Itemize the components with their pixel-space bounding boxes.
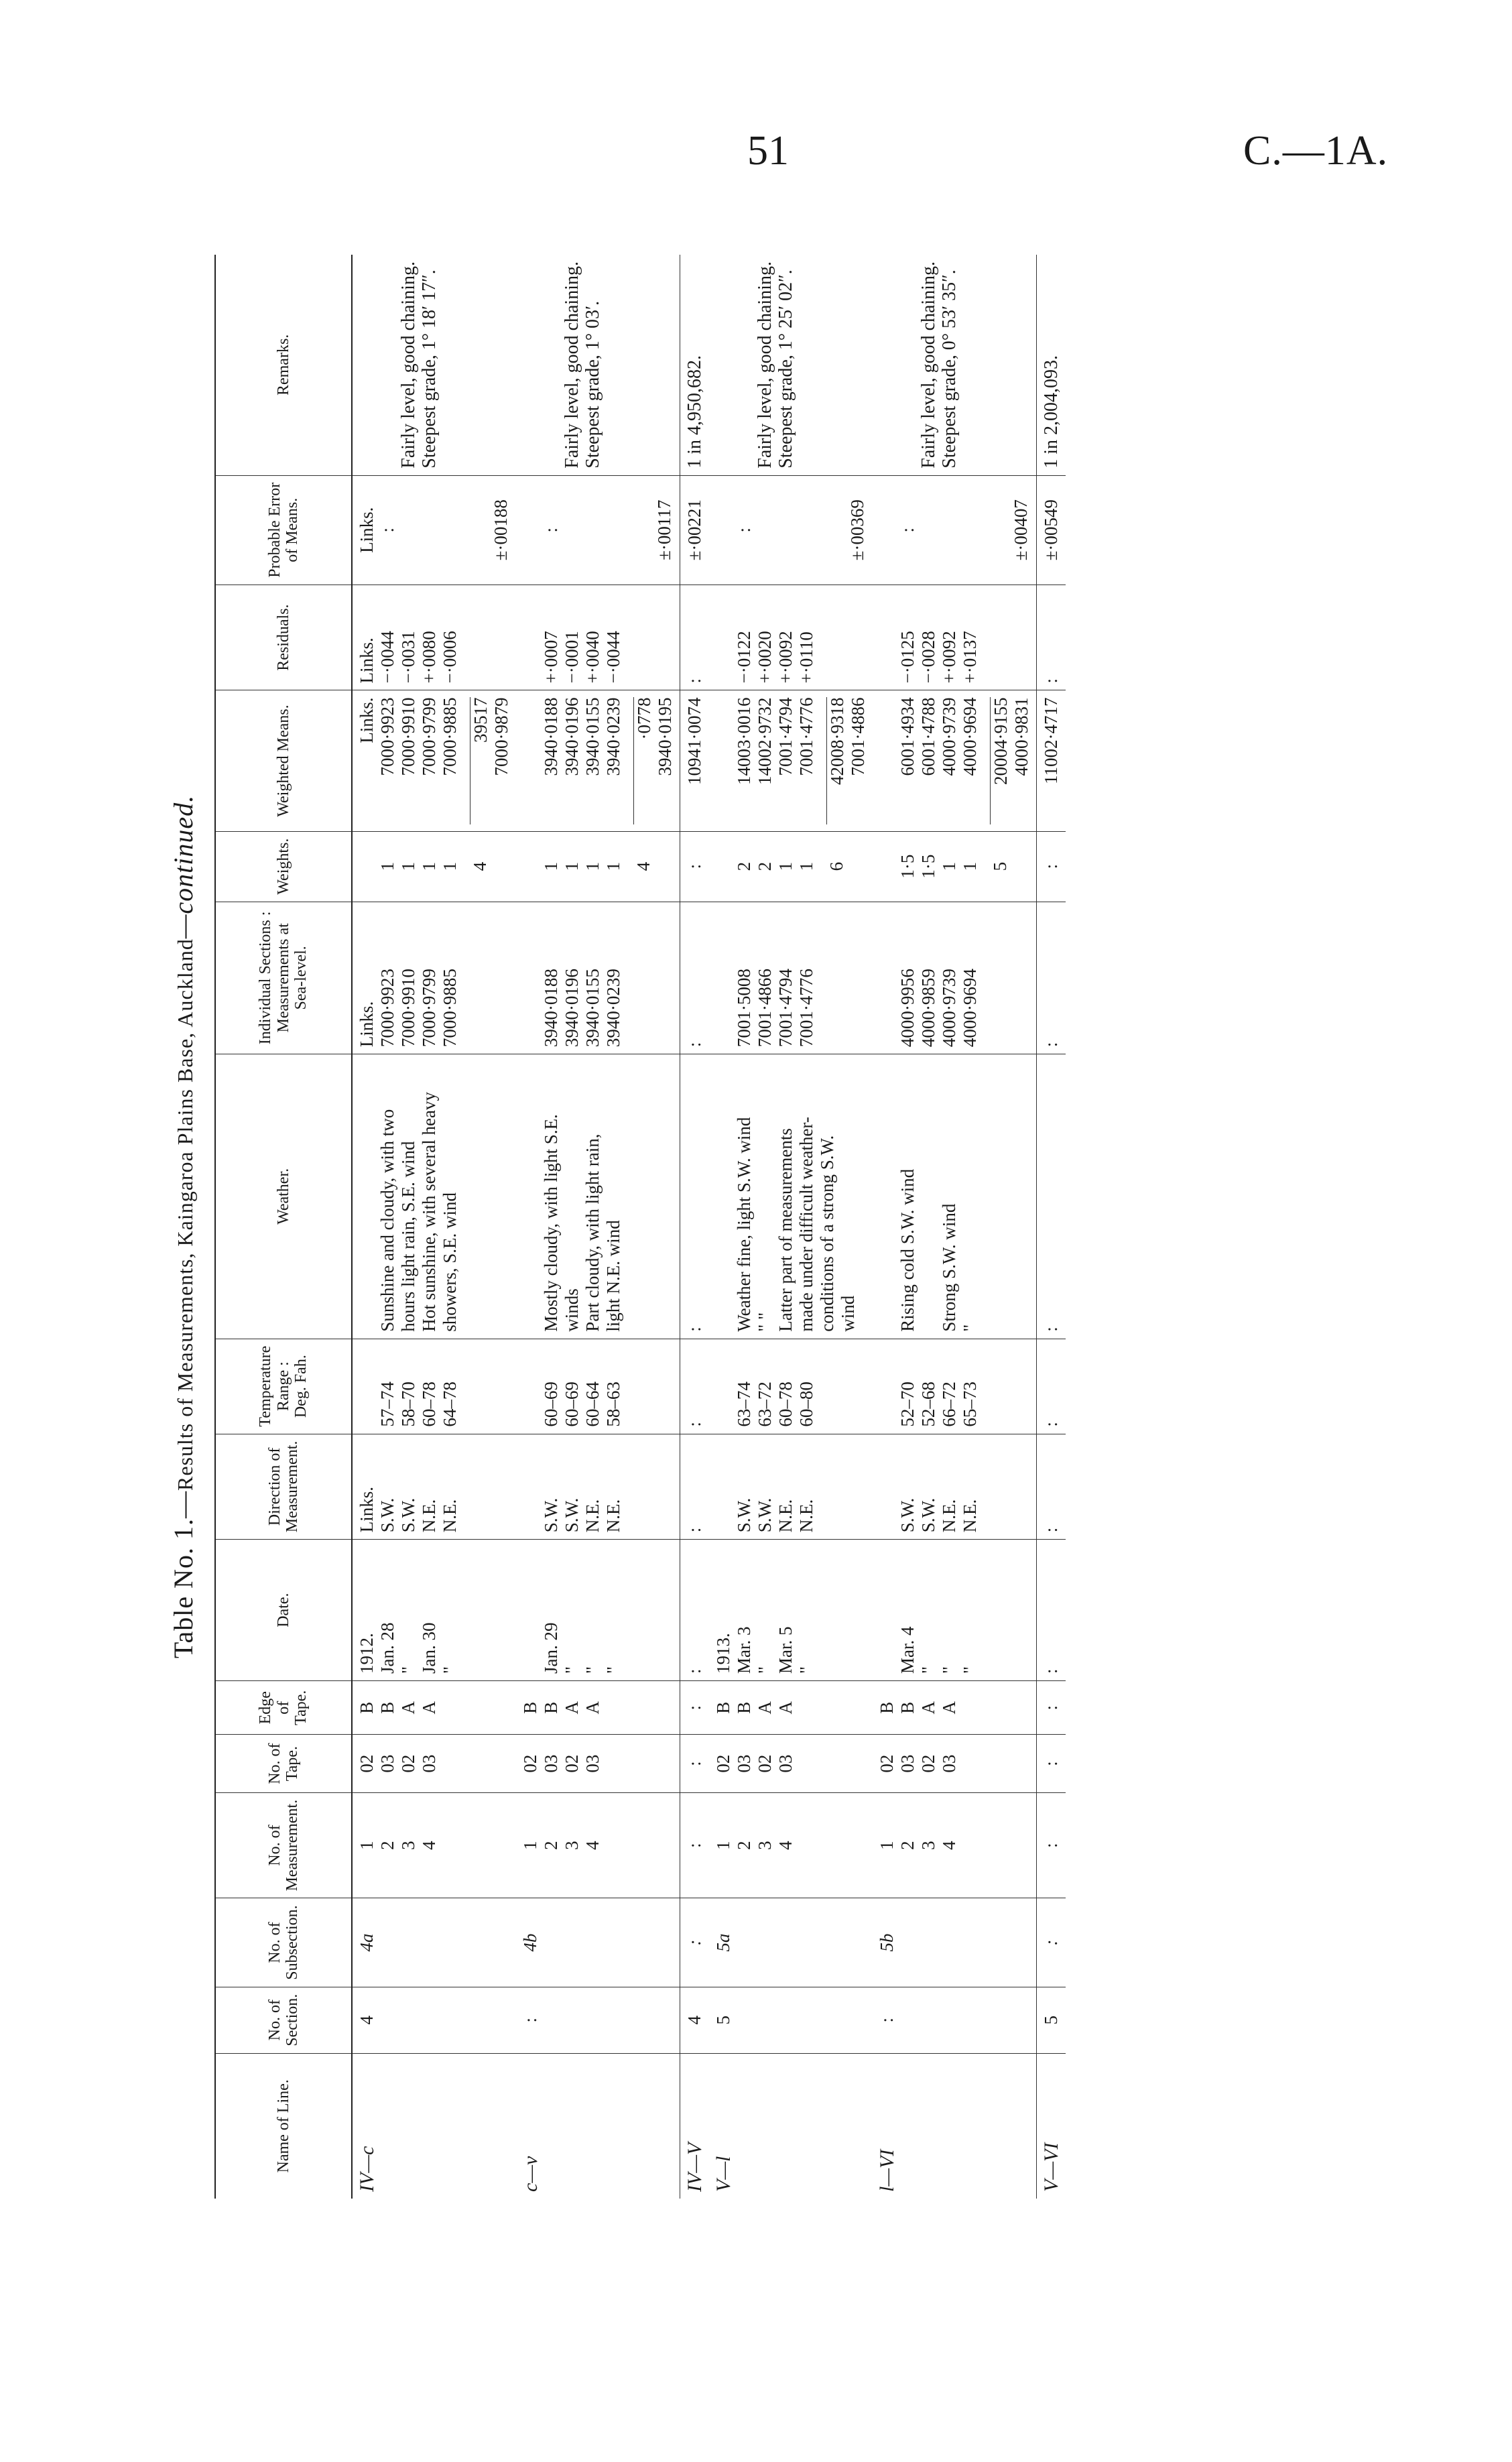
individual-measurement: 7001·4794 [775,969,796,1048]
units-label: Links. [357,1001,377,1048]
tape-edge: A [775,1701,796,1715]
weighted-value: 7000·9910 [398,697,418,776]
line-name: c—v [519,2156,542,2192]
total-row: V—VI 5 : : : : : : : : : : 11002·4717 : ±·00549 1 in 2,004,093. [1037,255,1066,2199]
direction: S.W. [541,1497,561,1533]
residual: +·0007 [541,631,561,684]
residual: +·0110 [796,631,816,684]
tape-number: 03 [734,1754,754,1773]
sum-weight: 4 [470,861,490,871]
table-row: V—l 5 5a 1 2 3 4 02 03 02 03 B B A A 1913. Mar. 3 " Mar. 5 " S.W. S.W. N.E. N.E. 63–74 63–72 60–78 60–80 Weather fine, light S.W. wind " " Latter part of measurements made under difficult weather- conditions of a strong S.W. wind 7001·5008 7001·4866 7001·4794 7001·4776 2 2 1 1 6 14003·0016 14002·9732 7001·4794 7001·4776 42008·9318 7001·4886 −·0122 +·0020 +·0092 +·0110 : ±·00369 Fairly level, good chaining. Steepest grade, 1° 25′ 02″. [709,255,873,2199]
weight: 1 [603,861,623,871]
tape-number: 03 [541,1754,561,1773]
individual-measurement: 7000·9910 [398,969,418,1048]
tape-edge: B [520,1701,540,1714]
units-label [520,483,541,578]
tape-number: 02 [562,1754,582,1773]
sum-weight: 6 [826,861,846,871]
weighted-value: 14003·0016 [734,697,754,785]
temperature: 60–64 [582,1381,603,1427]
total-weighted: 11002·4717 [1041,697,1061,784]
units-label [520,909,541,1047]
tape-number: 02 [357,1754,377,1773]
spacer: Links. [357,1486,377,1533]
temperature: 52–70 [897,1381,918,1427]
header-measurement: No. of Measurement. [215,1792,352,1898]
tape-number: 03 [419,1754,439,1773]
header-residuals: Residuals. [215,584,352,690]
weather-text: Part cloudy, with light rain, [582,1133,603,1332]
remark-line: Steepest grade, 1° 25′ 02″. [775,269,796,469]
weighted-value: 7001·4794 [775,697,796,776]
section-number: 5 [1041,2015,1061,2025]
weather-text: Rising cold S.W. wind [897,1168,918,1332]
weather-text: " [960,1324,980,1332]
date: " [755,1666,775,1674]
date: Jan. 28 [377,1622,397,1674]
tape-edge: B [357,1701,377,1714]
header-weights: Weights. [215,831,352,902]
section-number: : [877,2017,897,2023]
probable-error: ±·00117 [654,499,674,560]
measurement-number: 2 [377,1841,397,1850]
weight: 1 [775,861,796,871]
date: " [582,1666,603,1674]
weather-text: showers, S.E. wind [440,1192,460,1332]
weather-text: wind [838,1295,858,1332]
header-tape: No. of Tape. [215,1735,352,1792]
direction: N.E. [796,1499,816,1533]
tape-number: 02 [520,1754,540,1773]
date: " [960,1666,980,1674]
weighted-value: 3940·0188 [541,697,561,776]
individual-measurement: 4000·9739 [939,969,959,1048]
weather-text [918,1061,939,1332]
mean-weighted: 4000·9831 [1011,697,1031,776]
measurement-number: 1 [520,1841,540,1850]
date: Mar. 3 [734,1626,754,1674]
date: Jan. 29 [541,1622,561,1674]
sum-weighted: ·0778 [633,697,655,824]
tape-number: 03 [775,1754,796,1773]
direction: S.W. [897,1497,918,1533]
remark-line: Fairly level, good chaining. [398,261,419,469]
weighted-value: 7000·9799 [419,697,439,776]
spacer [877,1441,897,1533]
tape-edge: B [713,1701,733,1714]
measurement-number: 3 [755,1841,775,1850]
spacer [520,1441,541,1533]
probable-error: ±·00188 [491,499,511,561]
direction: N.E. [939,1499,959,1533]
units-label [877,909,897,1047]
table-row: c—v : 4b 1 2 3 4 02 03 02 03 B B A A Jan. 29 " " " S.W. S.W. N.E. N.E. 60–69 60–69 60–64 58–63 Mostly cloudy, with light S.E. winds Part cloudy, with light rain, light N.E. wind 3940·0188 3940·0196 3940·0155 3940·0239 1 1 1 1 4 3940·0188 3940·0196 3940·0155 3940·0239 ·0778 3940·0195 +·0007 −·0001 +·0040 −·0044 : ±·00117 Fairly level, good chaining. Steepest grade, 1° 03′. [516,255,680,2199]
weather-text: made under difficult weather- [796,1117,816,1332]
temperature: 63–74 [734,1381,754,1427]
direction: S.W. [377,1497,397,1533]
tape-edge: B [877,1701,897,1714]
tape-number: 02 [918,1754,938,1773]
title-prefix: Table No. 1.— [168,1491,198,1659]
tape-edge: A [582,1701,603,1715]
line-name: IV—c [356,2146,378,2192]
date-year: 1913. [713,1633,733,1674]
weight: 1·5 [918,854,938,879]
remark-line: Steepest grade, 1° 18′ 17″. [419,269,440,469]
residual: −·0031 [398,631,418,684]
measurement-number: 3 [562,1841,582,1850]
weather-text: hours light rain, S.E. wind [398,1141,418,1332]
remark-line: Fairly level, good chaining. [562,261,582,469]
date: Mar. 5 [775,1626,796,1674]
residual: +·0092 [939,631,959,684]
weight: 1 [582,861,603,871]
weighted-value: 14002·9732 [755,697,775,785]
direction: S.W. [562,1497,582,1533]
weighted-value: 4000·9739 [939,697,959,776]
individual-measurement: 4000·9956 [897,969,918,1048]
direction: N.E. [775,1499,796,1533]
tape-number: 03 [377,1754,397,1773]
weighted-value: 6001·4788 [918,697,938,776]
weighted-value: 7000·9885 [440,697,460,776]
residual: +·0040 [582,631,603,684]
header-edge: Edge of Tape. [215,1680,352,1734]
tape-edge: B [377,1701,397,1714]
weather-text: conditions of a strong S.W. [817,1135,837,1332]
direction: N.E. [582,1499,603,1533]
tape-edge: A [939,1701,959,1715]
section-number: 5 [713,2015,733,2025]
direction: S.W. [734,1497,754,1533]
individual-measurement: 7000·9799 [419,969,439,1048]
date: " [918,1666,938,1674]
tape-number: 02 [755,1754,775,1773]
section-number: 4 [357,2015,377,2025]
mean-weighted: 7000·9879 [491,697,511,776]
weather-text: light N.E. wind [603,1220,623,1332]
temperature: 58–70 [398,1381,418,1427]
date: " [440,1666,460,1674]
direction: S.W. [918,1497,938,1533]
spacer [713,1441,734,1533]
weather-text: Sunshine and cloudy, with two [377,1109,397,1332]
individual-measurement: 3940·0155 [582,969,603,1048]
units-label [713,592,734,684]
weight: 1 [377,861,397,871]
temperature: 60–78 [419,1381,439,1427]
line-name: V—l [712,2156,735,2192]
tape-edge: B [541,1701,561,1714]
units-label [713,483,734,578]
header-subsection: No. of Subsection. [215,1898,352,1987]
total-weighted: 10941·0074 [684,697,704,785]
header-individual: Individual Sections : Measurements at Sea-level. [215,902,352,1054]
units-label [713,697,734,824]
tape-edge: A [419,1701,439,1715]
probable-error: ±·00407 [1011,499,1031,561]
title-text: Results of Measurements, Kaingaroa Plains Base, Auckland [173,938,197,1491]
residual: +·0137 [960,631,980,684]
weight: 1 [960,861,980,871]
header-probable: Probable Error of Means. [215,475,352,584]
header-weather: Weather. [215,1054,352,1339]
weather-text: " " [755,1312,775,1332]
total-probable-error: ±·00221 [684,499,704,561]
sum-weighted: 20004·9155 [990,697,1011,824]
sum-weight: 4 [633,861,653,871]
weather-text: winds [562,1288,582,1332]
header-date: Date. [215,1540,352,1681]
temperature: 65–73 [960,1381,980,1427]
sum-weighted: 42008·9318 [826,697,848,824]
weighted-value: 3940·0155 [582,697,603,776]
section-number: 4 [684,2015,704,2025]
individual-measurement: 7001·5008 [734,969,754,1048]
mean-weighted: 3940·0195 [655,697,675,776]
direction: N.E. [603,1499,623,1533]
weight: 2 [734,861,754,871]
individual-measurement: 3940·0188 [541,969,561,1048]
temperature: 60–69 [562,1381,582,1427]
weight: 1 [796,861,816,871]
tape-number: 02 [713,1754,733,1773]
date: Jan. 30 [419,1622,439,1674]
residual: −·0122 [734,631,754,684]
subsection-number: 5a [713,1933,733,1952]
measurement-number: 3 [918,1841,938,1850]
remark-line: Steepest grade, 1° 03′. [582,300,603,469]
residual: −·0044 [377,631,397,684]
units-label [713,909,734,1047]
direction: S.W. [398,1497,418,1533]
residual: −·0001 [562,631,582,684]
header-remarks: Remarks. [215,255,352,475]
temperature: 52–68 [918,1381,938,1427]
probable-error: ±·00369 [847,499,867,561]
direction: N.E. [419,1499,439,1533]
remark-line: Fairly level, good chaining. [755,261,775,469]
measurement-number: 1 [877,1841,897,1850]
temperature: 60–78 [775,1381,796,1427]
residual: +·0092 [775,631,796,684]
tape-edge: A [398,1701,418,1715]
measurement-number: 4 [582,1841,603,1850]
measurement-number: 4 [419,1841,439,1850]
temperature: 66–72 [939,1381,959,1427]
weight: 1 [398,861,418,871]
sum-weight: 5 [990,861,1010,871]
units-label [520,592,541,684]
measurement-number: 3 [398,1841,418,1850]
weight: 1 [562,861,582,871]
date: Mar. 4 [897,1626,918,1674]
tape-number: 03 [939,1754,959,1773]
section-number: : [520,2017,540,2023]
units-label [877,592,897,684]
measurement-number: 4 [939,1841,959,1850]
tape-number: 02 [877,1754,897,1773]
individual-measurement: 7000·9923 [377,969,397,1048]
weighted-value: 6001·4934 [897,697,918,776]
date: " [939,1666,959,1674]
direction: N.E. [960,1499,980,1533]
date: " [398,1666,418,1674]
total-probable-error: ±·00549 [1041,499,1061,561]
units-label [520,697,541,824]
table-row: l—VI : 5b 1 2 3 4 02 03 02 03 B B A A Mar. 4 " " " S.W. S.W. N.E. N.E. 52–70 52–68 66–72 65–73 Rising cold S.W. wind Strong S.W. wind " 4000·9956 4000·9859 4000·9739 4000·9694 1·5 1·5 1 1 5 6001·4934 6001·4788 4000·9739 4000·9694 20004·9155 4000·9831 −·0125 −·0028 +·0092 +·0137 : ±·00407 Fairly level, good chaining. Steepest grade, 0° 53′ 35″. [873,255,1037,2199]
weighted-value: 3940·0239 [603,697,623,776]
total-remark: 1 in 2,004,093. [1041,355,1062,469]
tape-edge: A [918,1701,938,1715]
temperature: 60–80 [796,1381,816,1427]
tape-edge: B [897,1701,918,1714]
header-name: Name of Line. [215,2053,352,2199]
individual-measurement: 3940·0196 [562,969,582,1048]
weighted-value: 3940·0196 [562,697,582,776]
residual: +·0080 [419,631,439,684]
weather-text: Strong S.W. wind [939,1203,959,1332]
header-section: No. of Section. [215,1987,352,2053]
residual: −·0006 [440,631,460,684]
weight: 1 [541,861,561,871]
weather-text: Weather fine, light S.W. wind [734,1117,754,1332]
individual-measurement: 4000·9859 [918,969,938,1048]
tape-edge: B [734,1701,754,1714]
individual-measurement: 4000·9694 [960,969,980,1048]
units-label: Links. [357,637,377,684]
header-temperature: Temperature Range : Deg. Fah. [215,1339,352,1434]
measurement-number: 1 [713,1841,733,1850]
direction: S.W. [755,1497,775,1533]
total-remark: 1 in 4,950,682. [684,355,705,469]
remark-line: Fairly level, good chaining. [918,261,939,469]
tape-edge: A [562,1701,582,1715]
weight: 2 [755,861,775,871]
mean-weighted: 7001·4886 [848,697,868,776]
units-label: Links. [357,507,377,553]
line-name: l—VI [876,2149,898,2192]
date: " [796,1666,816,1674]
tape-number: 03 [897,1754,918,1773]
header-weighted: Weighted Means. [215,690,352,831]
remark-line: Steepest grade, 0° 53′ 35″. [939,269,960,469]
weather-text: Latter part of measurements [775,1128,796,1332]
subsection-number: 4a [357,1933,377,1952]
weather-text: Hot sunshine, with several heavy [419,1092,439,1332]
residual: −·0125 [897,631,918,684]
temperature: 60–69 [541,1381,561,1427]
date-year [877,1546,897,1674]
measurement-number: 2 [541,1841,561,1850]
table-title [168,255,199,2199]
individual-measurement: 7000·9885 [440,969,460,1048]
date: " [562,1666,582,1674]
temperature: 57–74 [377,1381,397,1427]
weight: 1 [419,861,439,871]
results-table [214,255,1066,2199]
residual: +·0020 [755,631,775,684]
measurement-number: 1 [357,1841,377,1850]
temperature: 63–72 [755,1381,775,1427]
tape-number: 02 [398,1754,418,1773]
individual-measurement: 7001·4776 [796,969,816,1048]
title-suffix: —continued. [168,794,198,939]
header-direction: Direction of Measurement. [215,1434,352,1540]
temperature: 58–63 [603,1381,623,1427]
weighted-value: 4000·9694 [960,697,980,776]
residual: −·0028 [918,631,938,684]
date-year [520,1546,541,1674]
total-row: IV—V 4 : : : : : : : : : : 10941·0074 : ±·00221 1 in 4,950,682. [680,255,710,2199]
subsection-number: 5b [877,1933,897,1952]
page-number: 51 [747,128,789,174]
temperature: 64–78 [440,1381,460,1427]
measurement-number: 2 [734,1841,754,1850]
page-reference: C.—1A. [1243,128,1389,174]
tape-edge: A [755,1701,775,1715]
table-body [352,255,1066,2199]
weighted-value: 7001·4776 [796,697,816,776]
units-label [877,697,897,824]
sum-weighted: 39517 [470,697,491,824]
residual: −·0044 [603,631,623,684]
subsection-number: 4b [520,1933,540,1952]
measurement-number: 4 [775,1841,796,1850]
weight: 1 [939,861,959,871]
rotated-table [168,255,1324,2199]
weight: 1·5 [897,854,918,879]
date: " [603,1666,623,1674]
line-name: V—VI [1040,2142,1062,2192]
table-row: IV—c 4 4a 1 2 3 4 02 03 02 03 B B A A 1912. Jan. 28 " Jan. 30 " Links. S.W. S.W. N.E. N.E. 57–74 58–70 60–78 64–78 Sunshine and cloudy, with two hours light rain, S.E. wind Hot sunshine, with several heavy showers, S.E. wind Links. 7000·9923 7000·9910 7000·9799 7000·9885 1 1 1 1 4 Links. 7000·9923 7000·9910 7000·9799 7000·9885 39517 7000·9879 Links. −·0044 −·0031 +·0080 −·0006 Links. : ±·00188 Fairly level, good chaining. Steepest grade, 1° 18′ 17″. [352,255,516,2199]
units-label: Links. [357,697,377,743]
units-label [877,483,897,578]
direction: N.E. [440,1499,460,1533]
date-year: 1912. [357,1633,377,1674]
tape-number: 03 [582,1754,603,1773]
measurement-number: 2 [897,1841,918,1850]
weight: 1 [440,861,460,871]
weighted-value: 7000·9923 [377,697,397,776]
individual-measurement: 7001·4866 [755,969,775,1048]
line-name: IV—V [684,2142,706,2192]
individual-measurement: 3940·0239 [603,969,623,1048]
weather-text: Mostly cloudy, with light S.E. [541,1114,561,1332]
